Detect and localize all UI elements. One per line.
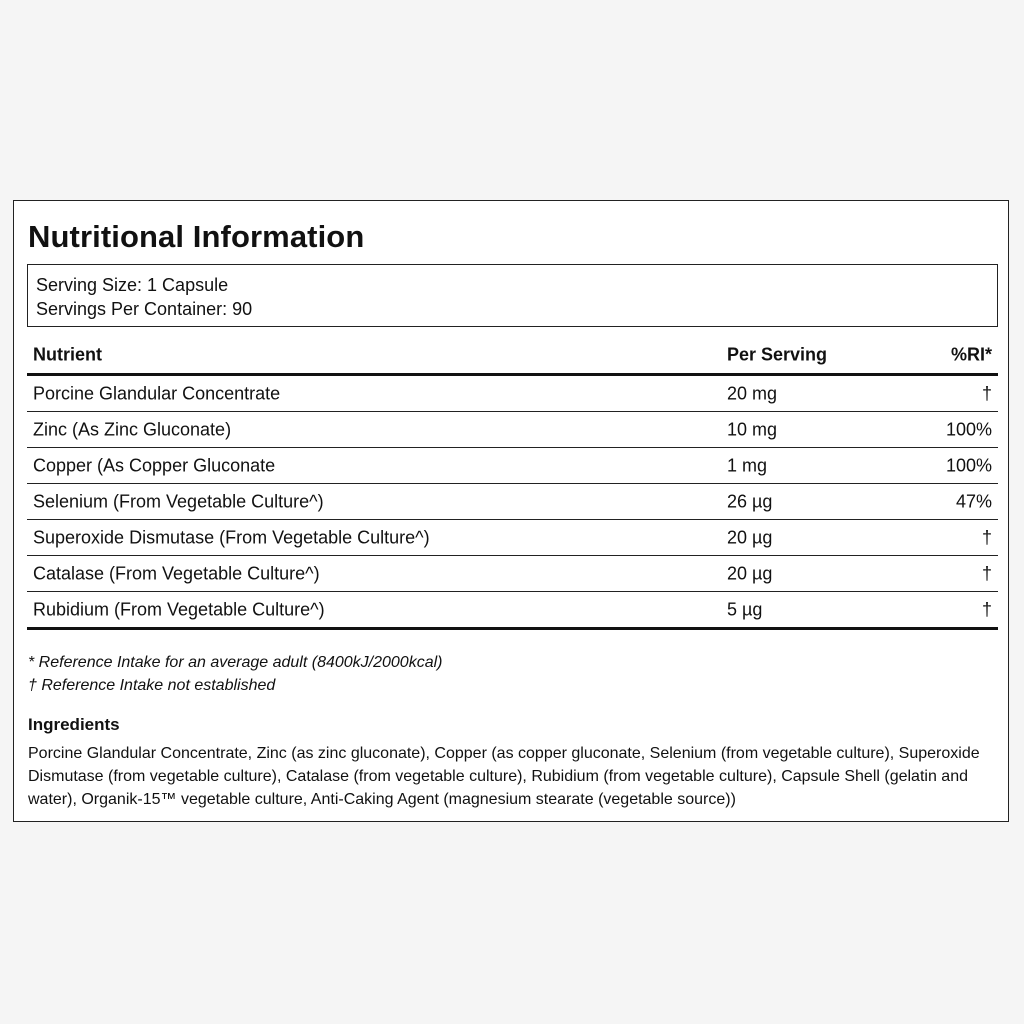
nutrient-per-serving: 20 µg <box>727 563 773 583</box>
nutrient-ri: † <box>981 599 992 619</box>
footnotes <box>28 651 442 697</box>
nutrient-ri: 100% <box>945 455 992 475</box>
nutrient-name: Zinc (As Zinc Gluconate) <box>33 419 232 439</box>
table-header <box>27 339 998 376</box>
nutrient-per-serving: 20 µg <box>727 527 773 547</box>
nutrient-ri: † <box>981 527 992 547</box>
footnote-reference-intake: * Reference Intake for an average adult (8400kJ/2000kcal) <box>28 654 443 671</box>
table-row <box>27 592 998 630</box>
nutrient-name: Catalase (From Vegetable Culture^) <box>33 563 320 583</box>
nutrient-per-serving: 10 mg <box>727 419 778 439</box>
table-row <box>27 484 998 520</box>
nutrient-name: Superoxide Dismutase (From Vegetable Culture^) <box>33 527 430 547</box>
nutrient-ri: † <box>981 383 992 403</box>
ingredients-heading: Ingredients <box>28 715 120 734</box>
nutrient-ri: † <box>981 563 992 583</box>
table-row <box>27 448 998 484</box>
nutrient-ri: 47% <box>955 491 992 511</box>
nutrient-name: Porcine Glandular Concentrate <box>33 383 281 403</box>
serving-size: Serving Size: 1 Capsule <box>36 275 229 295</box>
table-row <box>27 520 998 556</box>
header-per-serving: Per Serving <box>727 344 828 365</box>
nutrient-ri: 100% <box>945 419 992 439</box>
serving-info-box <box>27 264 998 327</box>
nutrient-per-serving: 5 µg <box>727 599 763 619</box>
nutrient-per-serving: 20 mg <box>727 383 778 403</box>
header-ri: %RI* <box>950 344 992 365</box>
nutrient-name: Rubidium (From Vegetable Culture^) <box>33 599 325 619</box>
servings-per-container: Servings Per Container: 90 <box>36 299 253 319</box>
nutrient-name: Copper (As Copper Gluconate <box>33 455 276 475</box>
nutrition-panel <box>13 200 1009 822</box>
header-nutrient: Nutrient <box>33 344 102 365</box>
footnote-not-established: † Reference Intake not established <box>28 677 276 694</box>
nutrient-per-serving: 1 mg <box>727 455 768 475</box>
nutrient-per-serving: 26 µg <box>727 491 773 511</box>
table-row <box>27 412 998 448</box>
nutrient-name: Selenium (From Vegetable Culture^) <box>33 491 324 511</box>
table-row <box>27 376 998 412</box>
page-title: Nutritional Information <box>28 219 365 254</box>
ingredients-text: Porcine Glandular Concentrate, Zinc (as zinc gluconate), Copper (as copper gluconate, Selenium (from vegetable culture), Superoxide Dismutase (from vegetable culture), Catalase (from vegetable culture), Rubidium (from vegetable culture), Capsule Shell (gelatin and water), Organik-15™ vegetable culture, Anti-Caking Agent (magnesium stearate (vegetable source)) <box>28 745 980 808</box>
nutrient-table <box>27 339 998 630</box>
table-row <box>27 556 998 592</box>
